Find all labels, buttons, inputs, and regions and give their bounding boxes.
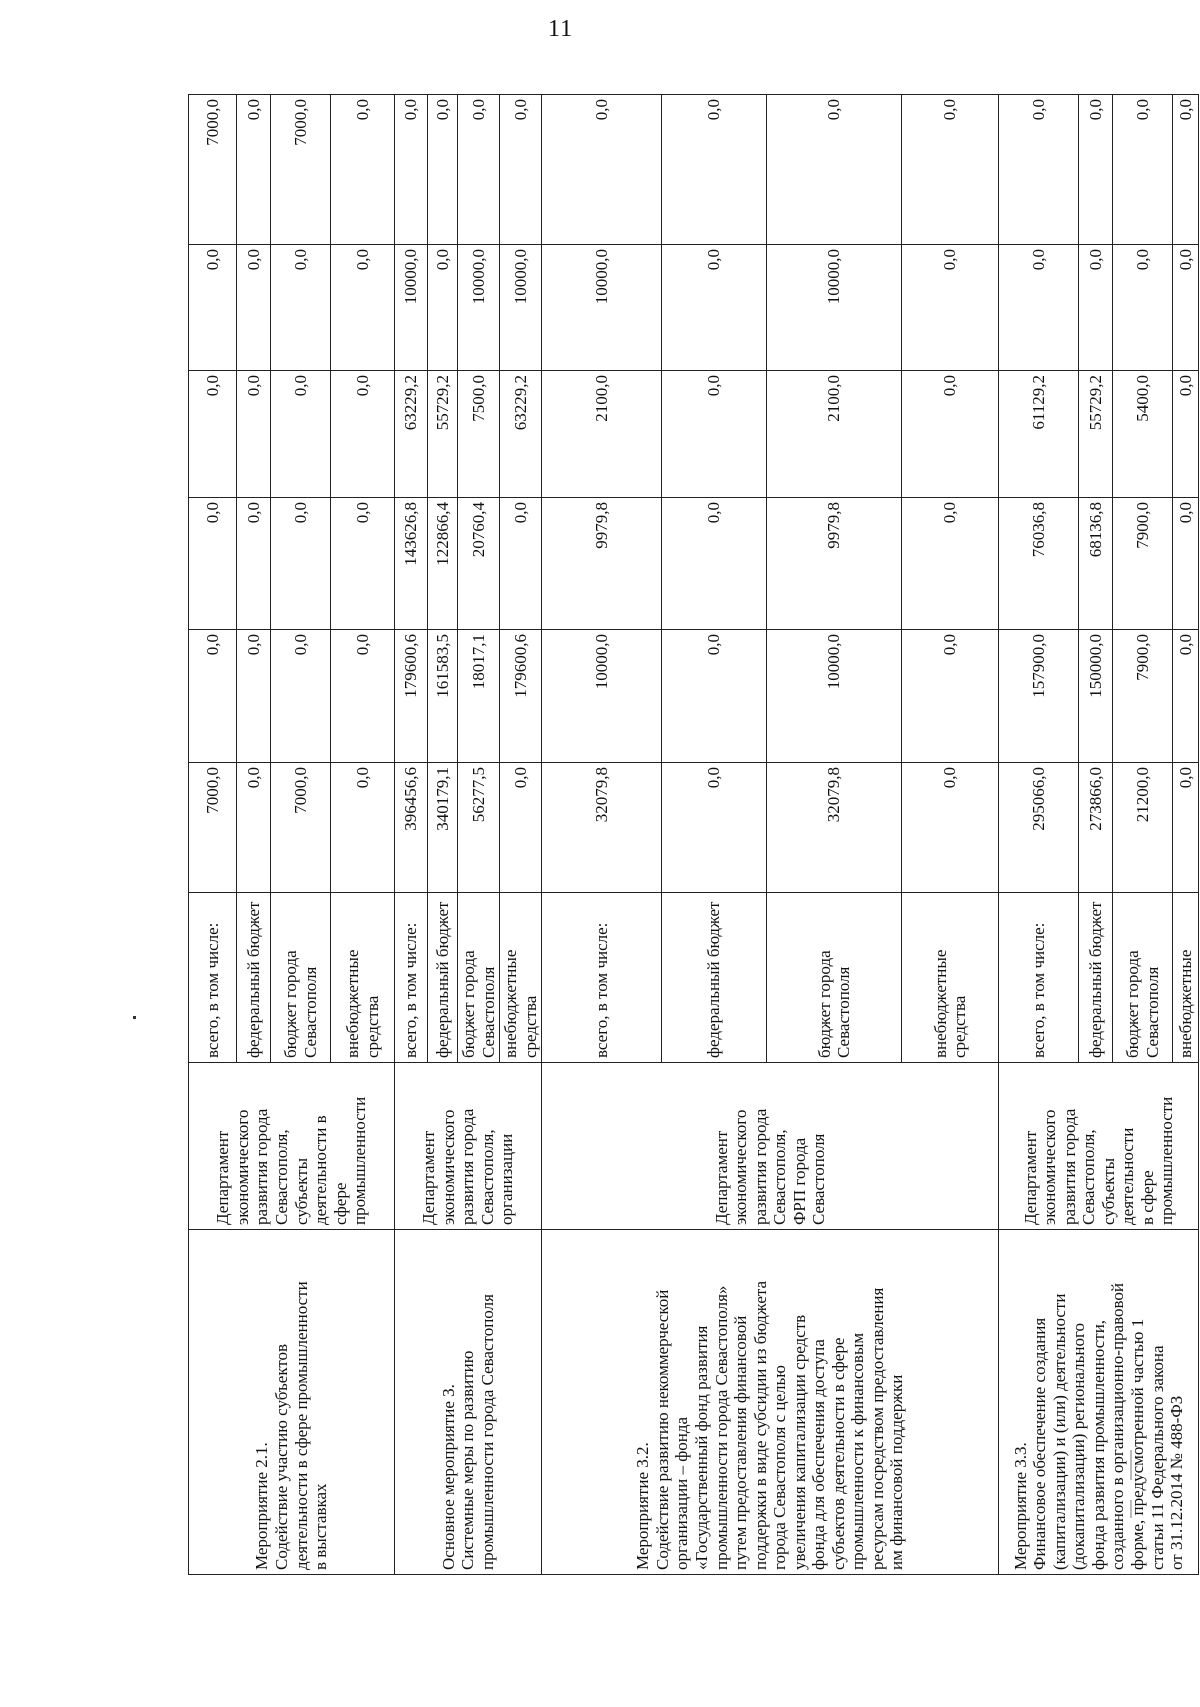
text-line: путем предоставления финансовой <box>731 1315 751 1570</box>
amount-cell: 179600,6 <box>395 630 428 763</box>
amount-cell: 5400,0 <box>1113 371 1173 498</box>
text-line: увеличения капитализации средств <box>789 1314 809 1570</box>
amount-cell: 76036,8 <box>999 498 1079 630</box>
text-line: Департамент <box>419 1130 439 1225</box>
amount-cell: 396456,6 <box>395 763 428 893</box>
amount-cell: 295066,0 <box>999 763 1079 893</box>
text-line: промышленности города Севастополя» <box>711 1285 731 1570</box>
text-line: организации – фонда <box>672 1416 692 1570</box>
amount-cell: 7500,0 <box>458 371 500 498</box>
table-row <box>395 95 428 1575</box>
text-line: Содействие развитию некоммерческой <box>652 1289 672 1570</box>
funding-source-cell: внебюджетные средства <box>331 893 395 1063</box>
text-line: (капитализации) и (или) деятельности <box>1049 1293 1069 1570</box>
amount-cell: 7000,0 <box>189 763 237 893</box>
amount-cell: 0,0 <box>331 95 395 245</box>
text-line: субъекты <box>1098 1157 1118 1225</box>
amount-cell: 0,0 <box>902 763 999 893</box>
page-number: 11 <box>548 16 574 42</box>
amount-cell: 18017,1 <box>458 630 500 763</box>
funding-source-cell: федеральный бюджет <box>428 893 458 1063</box>
text-line: Основное мероприятие 3. <box>438 1384 458 1570</box>
text-line: развития города <box>252 1108 272 1225</box>
amount-cell: 2100,0 <box>767 371 902 498</box>
text-line: Мероприятие 3.2. <box>633 1442 653 1570</box>
amount-cell: 21200,0 <box>1113 763 1173 893</box>
amount-cell: 0,0 <box>237 498 271 630</box>
funding-source-cell: всего, в том числе: <box>189 893 237 1063</box>
text-line: города Севастополя с целью <box>770 1365 790 1570</box>
text-line: промышленности <box>350 1096 370 1225</box>
amount-cell: 0,0 <box>1079 245 1113 371</box>
executor-cell <box>189 1063 395 1230</box>
funding-source-cell: всего, в том числе: <box>999 893 1079 1063</box>
amount-cell: 7000,0 <box>271 763 331 893</box>
amount-cell: 0,0 <box>1079 95 1113 245</box>
amount-cell: 10000,0 <box>500 245 542 371</box>
text-line: сфере <box>330 1182 350 1225</box>
text-line: экономического <box>1040 1109 1060 1225</box>
funding-source-cell: внебюджетные <box>1173 893 1199 1063</box>
amount-cell: 0,0 <box>189 630 237 763</box>
funding-source-cell: федеральный бюджет <box>237 893 271 1063</box>
text-line: ресурсам посредством предоставления <box>867 1287 887 1570</box>
text-line: субъектов деятельности в сфере <box>828 1337 848 1570</box>
text-line: статьи 11 Федерального закона <box>1147 1345 1167 1570</box>
scan-speck <box>133 1016 136 1019</box>
funding-source-cell: внебюджетные средства <box>902 893 999 1063</box>
amount-cell: 0,0 <box>902 630 999 763</box>
text-line: деятельности <box>1118 1127 1138 1225</box>
text-line: в сфере <box>1137 1170 1157 1225</box>
text-line: Финансовое обеспечение создания <box>1030 1317 1050 1570</box>
funding-source-cell: бюджет города Севастополя <box>767 893 902 1063</box>
amount-cell: 0,0 <box>189 371 237 498</box>
text-line: «Государственный фонд развития <box>692 1325 711 1570</box>
amount-cell: 0,0 <box>271 630 331 763</box>
activity-name-cell <box>189 1230 395 1575</box>
amount-cell: 0,0 <box>662 245 767 371</box>
amount-cell: 55729,2 <box>428 371 458 498</box>
funding-source-cell: бюджет города Севастополя <box>458 893 500 1063</box>
activity-name-cell <box>999 1230 1199 1575</box>
amount-cell: 0,0 <box>237 95 271 245</box>
amount-cell: 10000,0 <box>542 245 662 371</box>
amount-cell: 157900,0 <box>999 630 1079 763</box>
amount-cell: 7900,0 <box>1113 630 1173 763</box>
amount-cell: 9979,8 <box>767 498 902 630</box>
amount-cell: 0,0 <box>500 95 542 245</box>
amount-cell: 0,0 <box>1173 630 1199 763</box>
funding-source-cell: федеральный бюджет <box>662 893 767 1063</box>
amount-cell: 122866,4 <box>428 498 458 630</box>
text-line: созданного в организационно-правовой <box>1108 1282 1128 1570</box>
amount-cell: 32079,8 <box>767 763 902 893</box>
amount-cell: 63229,2 <box>395 371 428 498</box>
text-line: экономического <box>232 1109 252 1225</box>
amount-cell: 0,0 <box>331 630 395 763</box>
funding-source-cell: бюджет города Севастополя <box>1113 893 1173 1063</box>
amount-cell: 0,0 <box>902 371 999 498</box>
amount-cell: 10000,0 <box>767 630 902 763</box>
amount-cell: 179600,6 <box>500 630 542 763</box>
amount-cell: 0,0 <box>458 95 500 245</box>
amount-cell: 0,0 <box>662 630 767 763</box>
amount-cell: 0,0 <box>662 371 767 498</box>
amount-cell: 0,0 <box>902 245 999 371</box>
executor-cell <box>395 1063 542 1230</box>
text-line: (докапитализации) регионального <box>1069 1323 1089 1570</box>
amount-cell: 32079,8 <box>542 763 662 893</box>
funding-source-cell: всего, в том числе: <box>395 893 428 1063</box>
table-row <box>189 95 237 1575</box>
text-line: организации <box>497 1133 517 1225</box>
funding-source-cell: внебюджетные средства <box>500 893 542 1063</box>
amount-cell: 61129,2 <box>999 371 1079 498</box>
text-line: Севастополя, <box>1079 1129 1099 1225</box>
amount-cell: 7900,0 <box>1113 498 1173 630</box>
text-line: субъекты <box>291 1157 311 1225</box>
text-line: в выставках <box>311 1483 331 1570</box>
amount-cell: 150000,0 <box>1079 630 1113 763</box>
amount-cell: 0,0 <box>767 95 902 245</box>
amount-cell: 0,0 <box>237 763 271 893</box>
amount-cell: 0,0 <box>662 763 767 893</box>
amount-cell: 0,0 <box>662 95 767 245</box>
table-row <box>542 95 662 1575</box>
text-line: развития города <box>458 1108 478 1225</box>
amount-cell: 0,0 <box>428 95 458 245</box>
amount-cell: 0,0 <box>999 245 1079 371</box>
amount-cell: 0,0 <box>1173 498 1199 630</box>
text-line: Севастополя <box>809 1133 829 1225</box>
amount-cell: 143626,8 <box>395 498 428 630</box>
amount-cell: 56277,5 <box>458 763 500 893</box>
amount-cell: 0,0 <box>662 498 767 630</box>
text-line: промышленности города Севастополя <box>477 1294 497 1570</box>
text-line: Севастополя, <box>271 1129 291 1225</box>
text-line: Департамент <box>711 1130 731 1225</box>
amount-cell: 2100,0 <box>542 371 662 498</box>
text-line: поддержки в виде субсидии из бюджета <box>750 1280 770 1570</box>
text-line: Системные меры по развитию <box>458 1350 478 1570</box>
amount-cell: 7000,0 <box>271 95 331 245</box>
text-line: экономического <box>438 1109 458 1225</box>
text-line: фонда развития промышленности, <box>1088 1319 1108 1570</box>
activity-name-cell <box>395 1230 542 1575</box>
text-line: Мероприятие 3.3. <box>1010 1442 1030 1570</box>
amount-cell: 0,0 <box>237 245 271 371</box>
text-line: Мероприятие 2.1. <box>252 1442 272 1570</box>
text-line: Департамент <box>213 1130 233 1225</box>
amount-cell: 0,0 <box>902 95 999 245</box>
amount-cell: 0,0 <box>500 498 542 630</box>
amount-cell: 10000,0 <box>542 630 662 763</box>
budget-table <box>188 94 1199 1575</box>
funding-source-cell: федеральный бюджет <box>1079 893 1113 1063</box>
amount-cell: 0,0 <box>331 498 395 630</box>
executor-cell <box>999 1063 1199 1230</box>
amount-cell: 161583,5 <box>428 630 458 763</box>
amount-cell: 273866,0 <box>1079 763 1113 893</box>
amount-cell: 0,0 <box>271 371 331 498</box>
text-line: развития города <box>1059 1108 1079 1225</box>
amount-cell: 0,0 <box>999 95 1079 245</box>
amount-cell: 0,0 <box>331 371 395 498</box>
amount-cell: 0,0 <box>500 763 542 893</box>
text-line: ФРП города <box>789 1137 809 1225</box>
amount-cell: 20760,4 <box>458 498 500 630</box>
amount-cell: 0,0 <box>1173 245 1199 371</box>
text-line: Департамент <box>1020 1130 1040 1225</box>
budget-table-body <box>189 95 1199 1575</box>
text-line: им финансовой поддержки <box>887 1374 907 1570</box>
amount-cell: 0,0 <box>395 95 428 245</box>
amount-cell: 0,0 <box>331 245 395 371</box>
amount-cell: 0,0 <box>1173 763 1199 893</box>
amount-cell: 0,0 <box>237 371 271 498</box>
text-line: промышленности к финансовым <box>848 1332 868 1570</box>
amount-cell: 0,0 <box>542 95 662 245</box>
amount-cell: 0,0 <box>1173 371 1199 498</box>
funding-source-cell: бюджет города Севастополя <box>271 893 331 1063</box>
table-row <box>999 95 1079 1575</box>
amount-cell: 340179,1 <box>428 763 458 893</box>
amount-cell: 0,0 <box>331 763 395 893</box>
text-line: деятельности в сфере промышленности <box>291 1281 311 1570</box>
text-line: деятельности в <box>311 1115 331 1225</box>
amount-cell: 63229,2 <box>500 371 542 498</box>
text-line: форме, предусмотренной частью 1 <box>1128 1318 1147 1570</box>
amount-cell: 0,0 <box>1173 95 1199 245</box>
amount-cell: 10000,0 <box>395 245 428 371</box>
amount-cell: 0,0 <box>189 498 237 630</box>
amount-cell: 9979,8 <box>542 498 662 630</box>
amount-cell: 10000,0 <box>458 245 500 371</box>
amount-cell: 0,0 <box>902 498 999 630</box>
executor-cell <box>542 1063 999 1230</box>
amount-cell: 0,0 <box>1113 245 1173 371</box>
funding-source-cell: всего, в том числе: <box>542 893 662 1063</box>
amount-cell: 7000,0 <box>189 95 237 245</box>
rotated-table-container <box>188 95 1195 1575</box>
text-line: развития города <box>750 1108 770 1225</box>
amount-cell: 0,0 <box>271 498 331 630</box>
activity-name-cell <box>542 1230 999 1575</box>
text-line: фонда для обеспечения доступа <box>809 1339 829 1570</box>
amount-cell: 0,0 <box>237 630 271 763</box>
text-line: экономического <box>731 1109 751 1225</box>
amount-cell: 0,0 <box>428 245 458 371</box>
amount-cell: 68136,8 <box>1079 498 1113 630</box>
text-line: Севастополя, <box>477 1129 497 1225</box>
amount-cell: 0,0 <box>1113 95 1173 245</box>
text-line: промышленности <box>1157 1096 1177 1225</box>
amount-cell: 0,0 <box>271 245 331 371</box>
amount-cell: 0,0 <box>189 245 237 371</box>
text-line: Содействие участию субъектов <box>271 1343 291 1570</box>
text-line: от 31.12.2014 № 488-ФЗ <box>1167 1395 1187 1570</box>
amount-cell: 55729,2 <box>1079 371 1113 498</box>
amount-cell: 10000,0 <box>767 245 902 371</box>
text-line: Севастополя, <box>770 1129 790 1225</box>
